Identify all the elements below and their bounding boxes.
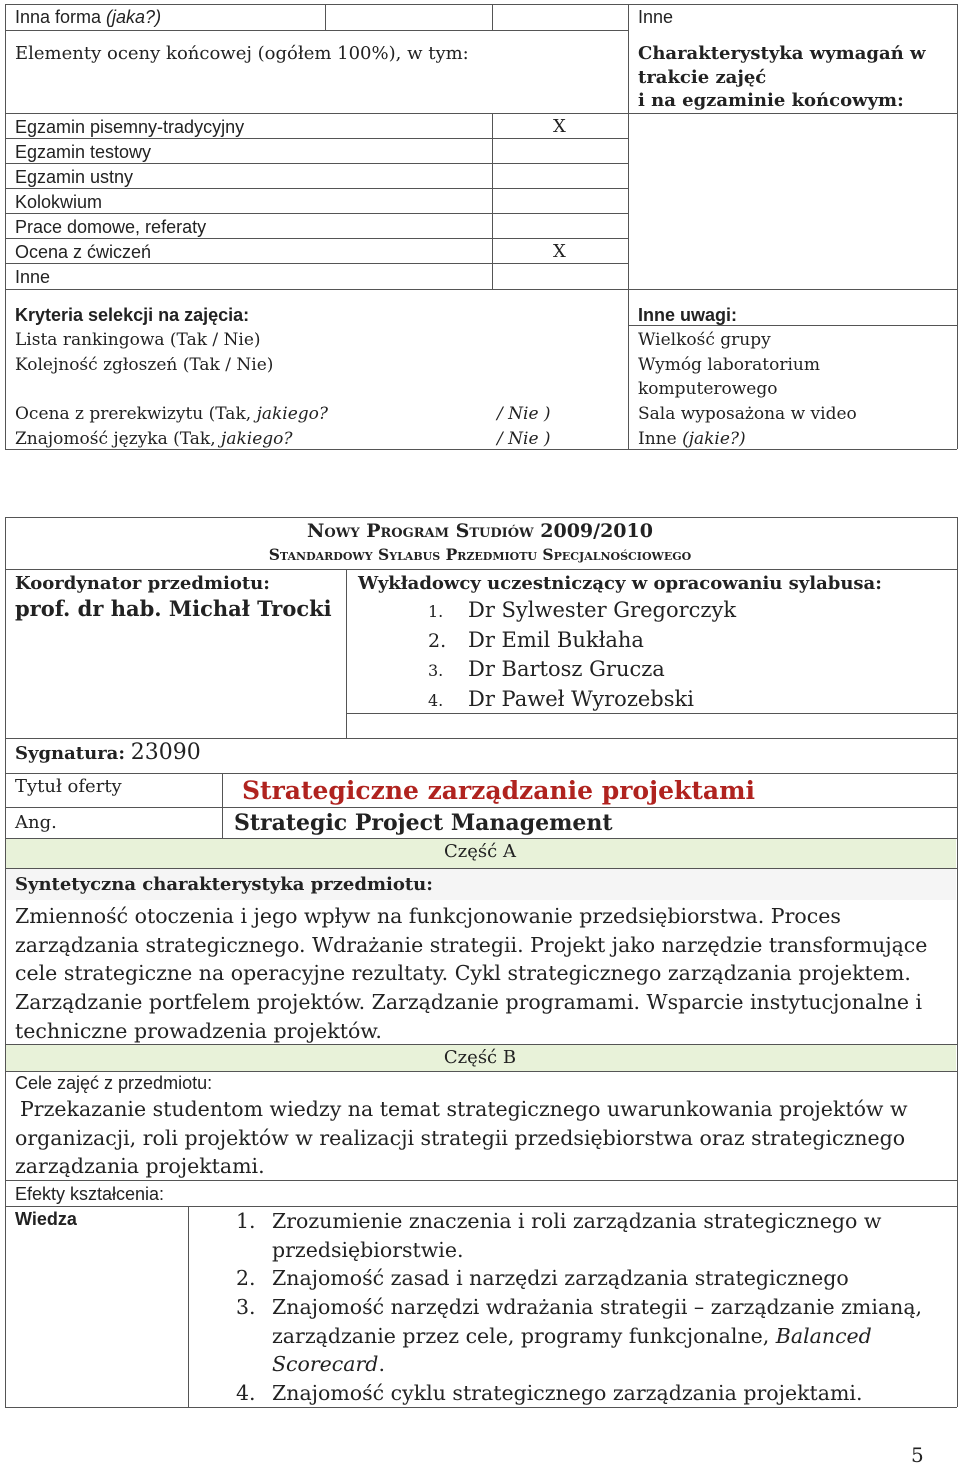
knowledge-item-number: 4. <box>236 1381 256 1405</box>
language-label: Znajomość języka (Tak, jakiego? <box>15 429 293 449</box>
requirements-header-line1: Charakterystyka wymagań w <box>638 43 926 64</box>
english-title-value: Strategic Project Management <box>234 810 613 836</box>
notes-item: komputerowego <box>638 379 778 399</box>
assessment-mark: X <box>553 241 566 262</box>
lecturer-name: Dr Sylwester Gregorczyk <box>468 598 737 622</box>
lecturer-name: Dr Emil Bukłaha <box>468 628 644 652</box>
assessment-item: Ocena z ćwiczeń <box>15 242 152 262</box>
syllabus-subtitle: Standardowy Sylabus Przedmiotu Specjalnościowego <box>268 545 692 564</box>
notes-header: Inne uwagi: <box>638 305 737 325</box>
lecturers-label: Wykładowcy uczestniczący w opracowaniu sylabusa: <box>358 573 882 594</box>
offer-title-label: Tytuł oferty <box>15 776 122 797</box>
goals-label: Cele zajęć z przedmiotu: <box>15 1073 213 1093</box>
assessment-item: Prace domowe, referaty <box>15 217 207 237</box>
knowledge-label: Wiedza <box>15 1209 77 1229</box>
assessment-mark: X <box>553 116 566 137</box>
assessment-item: Inne <box>15 267 51 287</box>
row-label-other-form: Inna forma (jaka?) <box>15 7 162 27</box>
part-b-heading: Część B <box>443 1047 517 1068</box>
knowledge-item-text: Znajomość cyklu strategicznego zarządzania projektami. <box>272 1381 863 1405</box>
english-title-label: Ang. <box>15 812 57 833</box>
assessment-item: Egzamin ustny <box>15 167 134 187</box>
lecturer-number: 3. <box>428 661 444 680</box>
synthetic-label: Syntetyczna charakterystyka przedmiotu: <box>15 874 433 895</box>
prereq-label: Ocena z prerekwizytu (Tak, jakiego? <box>15 404 328 424</box>
assessment-elements-header: Elementy oceny końcowej (ogółem 100%), w tym: <box>15 43 469 64</box>
lecturer-number: 1. <box>428 602 444 621</box>
program-title: Nowy Program Studiów 2009/2010 <box>307 520 653 542</box>
assessment-item: Egzamin pisemny-tradycyjny <box>15 117 245 137</box>
lecturer-number: 2. <box>428 630 447 652</box>
part-a-heading: Część A <box>444 841 516 862</box>
knowledge-item-text: Zrozumienie znaczenia i roli zarządzania strategicznego w przedsiębiorstwie. <box>272 1209 882 1262</box>
notes-item: Inne (jakie?) <box>638 429 746 449</box>
goals-text: Przekazanie studentom wiedzy na temat strategicznego uwarunkowania projektów w organizacji, roli projektów w realizacji strategii przedsiębiorstwa oraz strategicznego zarządzania projektami. <box>15 1097 908 1179</box>
signature-label: Sygnatura: <box>15 743 125 764</box>
notes-item: Wielkość grupy <box>638 330 771 350</box>
signature-value: 23090 <box>130 740 201 765</box>
offer-title-value: Strategiczne zarządzanie projektami <box>242 776 756 805</box>
knowledge-item-text: Znajomość narzędzi wdrażania strategii – zarządzanie zmianą, zarządzanie przez cele, programy funkcjonalne, Balanced Scorecard. <box>272 1295 923 1377</box>
lecturer-name: Dr Paweł Wyrozebski <box>468 687 694 711</box>
synthetic-description: Zmienność otoczenia i jego wpływ na funkcjonowanie przedsiębiorstwa. Proces zarządzania strategicznego. Wdrażanie strategii. Projekt jako narzędzie transformujące cele strategiczne na operacyjne rezultaty. Cykl strategicznego zarządzania projektem. Zarządzanie portfelem projektów. Zarządzanie programami. Wsparcie instytucjonalne i techniczne prowadzenia projektów. <box>15 904 928 1043</box>
knowledge-item-number: 1. <box>236 1209 256 1233</box>
assessment-item: Egzamin testowy <box>15 142 152 162</box>
signature-row <box>15 742 201 765</box>
knowledge-item-number: 3. <box>236 1295 256 1319</box>
coordinator-name: prof. dr hab. Michał Trocki <box>15 596 332 621</box>
row-label-other-right: Inne <box>638 7 674 27</box>
page-number: 5 <box>911 1443 924 1467</box>
assessment-item: Kolokwium <box>15 192 103 212</box>
knowledge-item-text: Znajomość zasad i narzędzi zarządzania strategicznego <box>272 1266 849 1290</box>
notes-item: Wymóg laboratorium <box>638 355 820 375</box>
lecturer-name: Dr Bartosz Grucza <box>468 657 665 681</box>
selection-item: Lista rankingowa (Tak / Nie) <box>15 330 261 350</box>
selection-item: Kolejność zgłoszeń (Tak / Nie) <box>15 355 274 375</box>
knowledge-item-number: 2. <box>236 1266 256 1290</box>
selection-criteria-header: Kryteria selekcji na zajęcia: <box>15 305 250 325</box>
effects-label: Efekty kształcenia: <box>15 1184 165 1204</box>
language-tail: / Nie ) <box>497 429 551 449</box>
requirements-header-line3: i na egzaminie końcowym: <box>638 90 904 111</box>
coordinator-label: Koordynator przedmiotu: <box>15 573 270 594</box>
prereq-tail: / Nie ) <box>497 404 551 424</box>
requirements-header-line2: trakcie zajęć <box>638 67 767 88</box>
lecturer-number: 4. <box>428 691 444 710</box>
notes-item: Sala wyposażona w video <box>638 404 857 424</box>
